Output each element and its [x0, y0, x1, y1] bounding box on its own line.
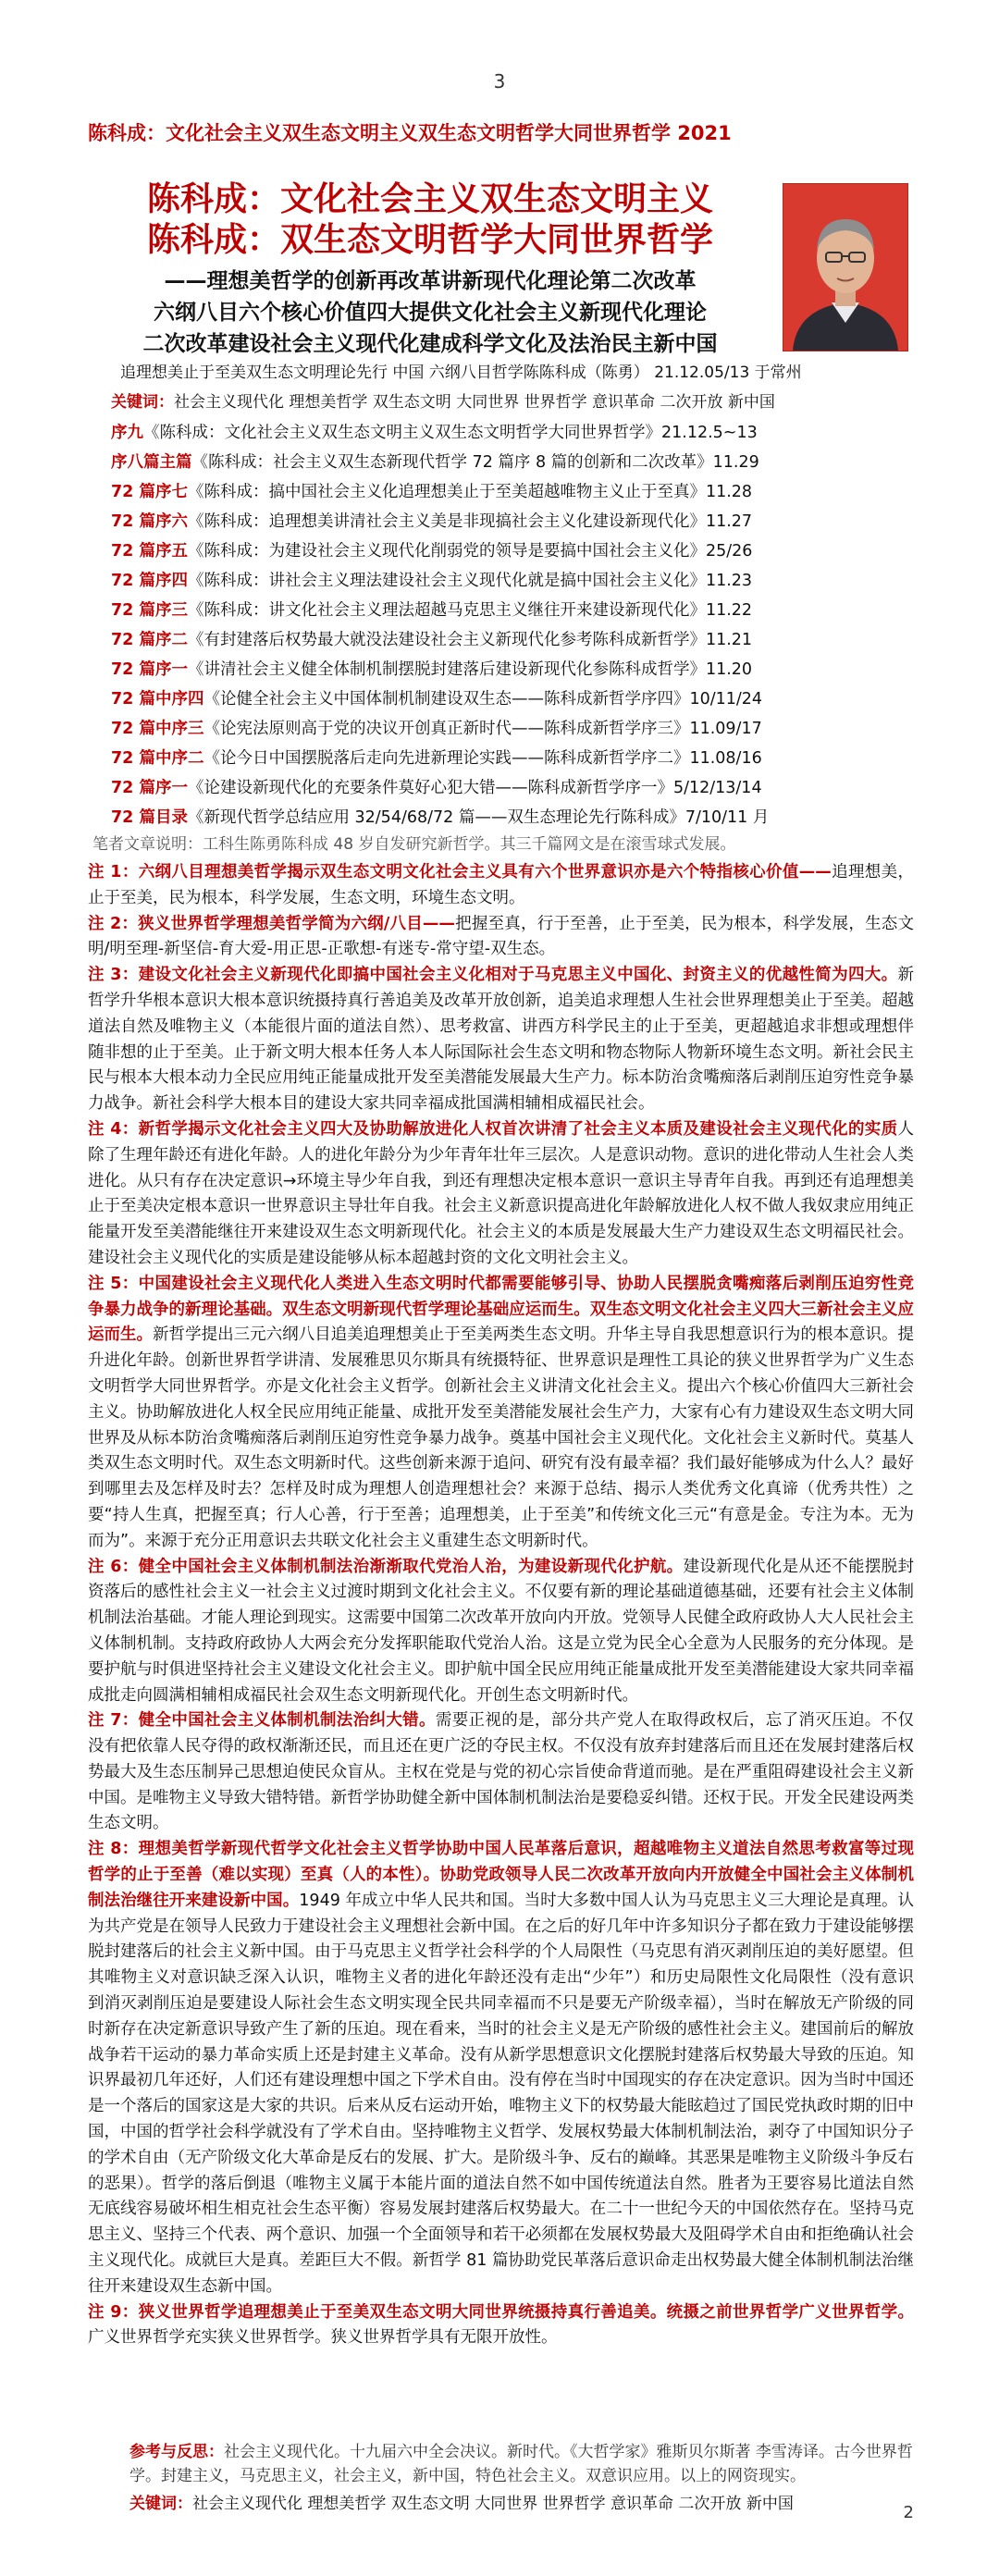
- series-item: [111, 448, 925, 477]
- main-title-2: 陈科成：双生态文明哲学大同世界哲学: [146, 221, 713, 259]
- series-tag: 72 篇中序三: [111, 720, 204, 738]
- series-item: [111, 536, 925, 566]
- note-text: 广义世界哲学充实狭义世界哲学。狭义世界哲学具有无限开放性。: [88, 2328, 558, 2348]
- page-number-bottom: 2: [903, 2503, 914, 2522]
- note-paragraph: [88, 963, 914, 1117]
- series-text: 《陈科成：为建设社会主义现代化削弱党的领导是要搞中国社会主义化》25/26: [187, 542, 753, 561]
- series-item: [111, 744, 925, 773]
- series-tag: 72 篇序五: [111, 542, 188, 561]
- note-paragraph: [88, 912, 914, 964]
- note-paragraph: [88, 860, 914, 912]
- keywords-top: [111, 388, 925, 412]
- note-paragraph: [88, 1837, 914, 2299]
- note-head: 注 6：: [88, 1557, 139, 1576]
- note-head: 注 3：: [88, 966, 139, 985]
- series-tag: 72 篇序七: [111, 483, 188, 501]
- note-text: 追理想美，止于至美，民为根本，科学发展，生态文明，环境生态文明。: [88, 863, 915, 907]
- references-label: 参考与反思：: [130, 2443, 224, 2461]
- series-tag: 72 篇序一: [111, 660, 188, 679]
- series-text: 《论今日中国摆脱落后走向先进新理论实践——陈科成新哲学序二》11.08/16: [204, 749, 762, 768]
- series-text: 《论建设新现代化的充要条件莫好心犯大错——陈科成新哲学序一》5/12/13/14: [187, 779, 762, 797]
- note-text: 1949 年成立中华人民共和国。当时大多数中国人认为马克思主义三大理论是真理。认为共产党是在领导人民致力于建设社会主义理想社会新中国。在之后的好几年中许多知识分子都在致力于建设能够摆脱封建落后的社会主义新中国。由于马克思主义哲学社会科学的个人局限性（马克思有消灭剥削压迫的美好愿望。但其唯物主义对意识缺乏深入认识，唯物主义者的进化年龄还没有走出“少年”）和历史局限性文化局限性（没有意识到消灭剥削压迫是要建设人际社会生态文明实现全民共同幸福而不只是要无产阶级幸福），当时在解放无产阶级的同时新存在决定新意识导致产生了新的压迫。现在看来，当时的社会主义是无产阶级的感性社会主义。建国前后的解放战争若干运动的暴力革命实质上还是封建主义革命。没有从新学思想意识文化摆脱封建落后权势最大导致的压迫。知识界最初几年还好，人们还有建设理想中国之下学术自由。没有停在当时中国现实的存在决定意识。因为当时中国还是一个落后的国家这是大家的共识。后来从反右运动开始，唯物主义下的权势最大能眩趋过了国民党执政时期的旧中国，中国的哲学社会科学就没有了学术自由。坚持唯物主义哲学、发展权势最大体制机制法治，剥夺了中国知识分子的学术自由（无产阶级文化大革命是反右的发展、扩大。是阶级斗争、反右的巅峰。其恶果是唯物主义阶级斗争反右的恶果）。哲学的落后倒退（唯物主义属于本能片面的道法自然不如中国传统道法自然。胜者为王要容易比道法自然无底线容易破坏相生相克社会生态平衡）容易发展封建落后权势最大。在二十一世纪今天的中国依然存在。坚持马克思主义、坚持三个代表、两个意识、加强一个全面领导和若干必须都在发展权势最大及阻碍学术自由和拒绝确认社会主义现代化。成就巨大是真。差距巨大不假。新哲学 81 篇协助党民革落后意识命走出权势最大健全体制机制法治继往开来建设双生态新中国。: [88, 1891, 915, 2296]
- series-tag: 72 篇序六: [111, 512, 188, 531]
- series-tag: 72 篇中序二: [111, 749, 204, 768]
- note-highlight: 理想美哲学新现代哲学文化社会主义哲学协助中国人民革落后意识，超越唯物主义道法自然思考救富等过现哲学的止于至善（难以实现）至真（人的本性）。协助党政领导人民二次改革开放向内开放健全中国社会主义体制机制法治继往开来建设新中国。: [88, 1840, 914, 1910]
- note-head: 注 8：: [88, 1840, 139, 1859]
- series-text: 《讲清社会主义健全体制机制摆脱封建落后建设新现代化参陈科成哲学》11.20: [187, 660, 753, 679]
- series-item: [111, 714, 925, 744]
- series-tag: 72 篇序三: [111, 601, 188, 620]
- note-head: 注 9：: [88, 2302, 139, 2322]
- note-text: 新哲学提出三元六纲八目追美追理想美止于至美两类生态文明。升华主导自我思想意识行为的根本意识。提升进化年龄。创新世界哲学讲清、发展雅思贝尔斯具有统摄特征、世界意识是理性工具论的狭义世界哲学为广义生态文明哲学大同世界哲学。亦是文化社会主义哲学。创新社会主义讲清文化社会主义。提出六个核心价值四大三新社会主义。协助解放进化人权全民应用纯正能量、成批开发至美潜能发展社会生产力，大家有心有力建设双生态文明大同世界及从标本防治贪嘴痴落后剥削压迫穷性竞争暴力战争。奠基中国社会主义现代化。文化社会主义新时代。莫基人类双生态文明时代。双生态文明新时代。这些创新来源于追问、研究有没有最幸福？我们最好能够成为什么人？最好到哪里去及怎样及时去？怎样及时成为理想人创造理想社会？来源于总结、揭示人类优秀文化真谛（优秀共性）之要“持人生真，把握至真；行人心善，行于至善；追理想美，止于至美”和传统文化三元“有意是金。专注为本。无为而为”。来源于充分正用意识去共联文化社会主义重建生态文明新时代。: [88, 1325, 915, 1550]
- note-head: 注 5：: [88, 1274, 139, 1293]
- series-tag: 序八篇主篇: [111, 453, 192, 472]
- series-text: 《陈科成：文化社会主义双生态文明主义双生态文明哲学大同世界哲学》21.12.5~13: [143, 424, 758, 442]
- byline: 追理想美止于至美双生态文明理论先行 中国 六纲八目哲学陈陈科成（陈勇） 21.12.05/13 于常州: [120, 364, 802, 382]
- series-item: [111, 596, 925, 625]
- keywords-bottom-label: 关键词：: [130, 2495, 192, 2513]
- series-text: 《陈科成：社会主义双生态新现代哲学 72 篇序 8 篇的创新和二次改革》11.29: [191, 453, 759, 472]
- note-highlight: 健全中国社会主义体制机制法治渐渐取代党治人治，为建设新现代化护航。: [138, 1557, 684, 1576]
- keywords-bottom-text: 社会主义现代化 理想美哲学 双生态文明 大同世界 世界哲学 意识革命 二次开放 新中国: [192, 2495, 794, 2513]
- note-highlight: 六纲八目理想美哲学揭示双生态文明文化社会主义具有六个世界意识亦是六个特指核心价值——: [138, 863, 832, 881]
- author-note: 笔者文章说明：工科生陈勇陈科成 48 岁自发研究新哲学。其三千篇网文是在滚雪球式发展。: [92, 835, 736, 854]
- series-text: 《陈科成：追理想美讲清社会主义美是非现搞社会主义化建设新现代化》11.27: [187, 512, 753, 531]
- subtitle-2: 六纲八目六个核心价值四大提供文化社会主义新现代化理论: [154, 301, 707, 325]
- note-highlight: 健全中国社会主义体制机制法治纠大错。: [138, 1711, 436, 1731]
- series-item: [111, 684, 925, 714]
- note-highlight: 狭义世界哲学追理想美止于至美双生态文明大同世界统摄持真行善追美。统摄之前世界哲学广义世界哲学。: [138, 2302, 914, 2322]
- series-tag: 序九: [111, 424, 143, 442]
- note-highlight: 建设文化社会主义新现代化即搞中国社会主义化相对于马克思主义中国化、封资主义的优越性简为四大。: [138, 966, 898, 985]
- document-header: 陈科成：文化社会主义双生态文明主义双生态文明哲学大同世界哲学 2021: [88, 122, 732, 144]
- series-text: 《陈科成：讲文化社会主义理法超越马克思主义继往开来建设新现代化》11.22: [187, 601, 753, 620]
- references-text: 社会主义现代化。十九届六中全会决议。新时代。《大哲学家》雅斯贝尔斯著 李雪涛译。古今世界哲学。封建主义，马克思主义，社会主义，新中国，特色社会主义。双意识应用。以上的网资现实。: [130, 2443, 913, 2485]
- series-item: [111, 507, 925, 536]
- note-paragraph: [88, 1117, 914, 1272]
- series-tag: 72 篇序二: [111, 631, 188, 649]
- series-text: 《论宪法原则高于党的决议开创真正新时代——陈科成新哲学序三》11.09/17: [204, 720, 762, 738]
- note-head: 注 4：: [88, 1119, 139, 1139]
- keywords-bottom: [130, 2490, 916, 2513]
- series-tag: 72 篇目录: [111, 808, 188, 827]
- note-text: 需要正视的是，部分共产党人在取得政权后，忘了消灭压迫。不仅没有把依靠人民夺得的政权渐渐还民，而且还在更广泛的夺民主权。不仅没有放弃封建落后而且还在发展封建落后权势最大及生态压制异己思想迫使民众盲从。主权在党是与党的初心宗旨使命背道而驰。是在严重阻碍建设社会主义新中国。是唯物主义导致大错特错。新哲学协助健全新中国体制机制法治是要稳妥纠错。还权于民。开发全民建设两类生态文明。: [88, 1711, 914, 1833]
- notes-body: [88, 860, 914, 2351]
- series-tag: 72 篇中序四: [111, 690, 204, 709]
- note-head: 注 2：: [88, 914, 139, 933]
- series-item: [111, 655, 925, 684]
- series-text: 《陈科成：讲社会主义理法建设社会主义现代化就是搞中国社会主义化》11.23: [187, 572, 753, 590]
- note-text: 人除了生理年龄还有进化年龄。人的进化年龄分为少年青年壮年三层次。人是意识动物。意识的进化带动人生社会人类进化。从只有存在决定意识→环境主导少年自我，到还有理想决定根本意识一意识主导青年自我。再到还有追理想美止于至美决定根本意识一世界意识主导壮年自我。社会主义新意识提高进化年龄解放进化人权不做人我奴隶应用纯正能量开发至美潜能继往开来建设双生态文明新现代化。社会主义的本质是发展最大生产力建设双生态文明福民社会。建设社会主义现代化的实质是建设能够从标本超越封资的文化文明社会主义。: [88, 1119, 914, 1267]
- note-head: 注 1：: [88, 863, 139, 881]
- main-title-1: 陈科成：文化社会主义双生态文明主义: [146, 180, 713, 218]
- series-item: [111, 418, 925, 448]
- series-text: 《新现代哲学总结应用 32/54/68/72 篇——双生态理论先行陈科成》7/10/11 月: [187, 808, 770, 827]
- series-tag: 72 篇序四: [111, 572, 188, 590]
- note-paragraph: [88, 1708, 914, 1837]
- series-tag: 72 篇序一: [111, 779, 188, 797]
- series-item: [111, 803, 925, 832]
- note-paragraph: [88, 1555, 914, 1709]
- keywords-label: 关键词：: [111, 393, 174, 412]
- subtitle-3: 二次改革建设社会主义现代化建成科学文化及法治民主新中国: [142, 332, 718, 356]
- author-portrait-image: [783, 183, 908, 351]
- subtitle-1: ——理想美哲学的创新再改革讲新现代化理论第二次改革: [164, 269, 697, 293]
- note-highlight: 狭义世界哲学理想美哲学简为六纲/八目——: [138, 914, 455, 933]
- references: [130, 2440, 916, 2488]
- series-text: 《陈科成：搞中国社会主义化追理想美止于至美超越唯物主义止于至真》11.28: [187, 483, 753, 501]
- series-list: [111, 418, 925, 832]
- series-item: [111, 625, 925, 655]
- note-highlight: 新哲学揭示文化社会主义四大及协助解放进化人权首次讲清了社会主义本质及建设社会主义现代化的实质: [138, 1119, 898, 1139]
- series-text: 《论健全社会主义中国体制机制建设双生态——陈科成新哲学序四》10/11/24: [204, 690, 763, 709]
- series-item: [111, 566, 925, 596]
- series-item: [111, 773, 925, 803]
- note-head: 注 7：: [88, 1711, 139, 1731]
- note-paragraph: [88, 1272, 914, 1555]
- note-paragraph: [88, 2300, 914, 2352]
- note-text: 新哲学升华根本意识大根本意识统摄持真行善追美及改革开放创新，追美追求理想人生社会世界理想美止于至美。超越道法自然及唯物主义（本能很片面的道法自然）、思考救富、讲西方科学民主的止于至美，更超越追求非想或理想伴随非想的止于至美。止于新文明大根本任务人本人际国际社会生态文明和物态物际人物新环境生态文明。新社会民主民与根本大根本动力全民应用纯正能量成批开发至美潜能发展最大生产力。标本防治贪嘴痴落后剥削压迫穷性竞争暴力战争。新社会科学大根本目的建设大家共同幸福成批国满相辅相成福民社会。: [88, 966, 914, 1114]
- page-number-top: 3: [493, 70, 506, 92]
- note-highlight: 中国建设社会主义现代化人类进入生态文明时代都需要能够引导、协助人民摆脱贪嘴痴落后剥削压迫穷性竞争暴力战争的新理论基础。双生态文明新现代哲学理论基础应运而生。双生态文明文化社会主义四大三新社会主义应运而生。: [88, 1274, 914, 1345]
- note-text: 把握至真，行于至善，止于至美，民为根本，科学发展，生态文明/明至理-新坚信-育大爱-用正思-正歌想-有迷专-常守望-双生态。: [88, 914, 914, 959]
- series-text: 《有封建落后权势最大就没法建设社会主义新现代化参考陈科成新哲学》11.21: [187, 631, 753, 649]
- author-portrait-icon: [783, 184, 907, 351]
- keywords-text: 社会主义现代化 理想美哲学 双生态文明 大同世界 世界哲学 意识革命 二次开放 新中国: [174, 393, 775, 412]
- series-item: [111, 477, 925, 507]
- note-text: 建设新现代化是从还不能摆脱封资落后的感性社会主义一社会主义过渡时期到文化社会主义。不仅要有新的理论基础道德基础，还要有社会主义体制机制法治基础。才能人理论到现实。这需要中国第二次改革开放向内开放。党领导人民健全政府政协人大人民社会主义体制机制。支持政府政协人大两会充分发挥职能取代党治人治。这是立党为民全心全意为人民服务的充分体现。是要护航与时俱进坚持社会主义建设文化社会主义。即护航中国全民应用纯正能量成批开发至美潜能建设大家共同幸福成批走向圆满相辅相成福民社会双生态文明新现代化。开创生态文明新时代。: [88, 1557, 915, 1705]
